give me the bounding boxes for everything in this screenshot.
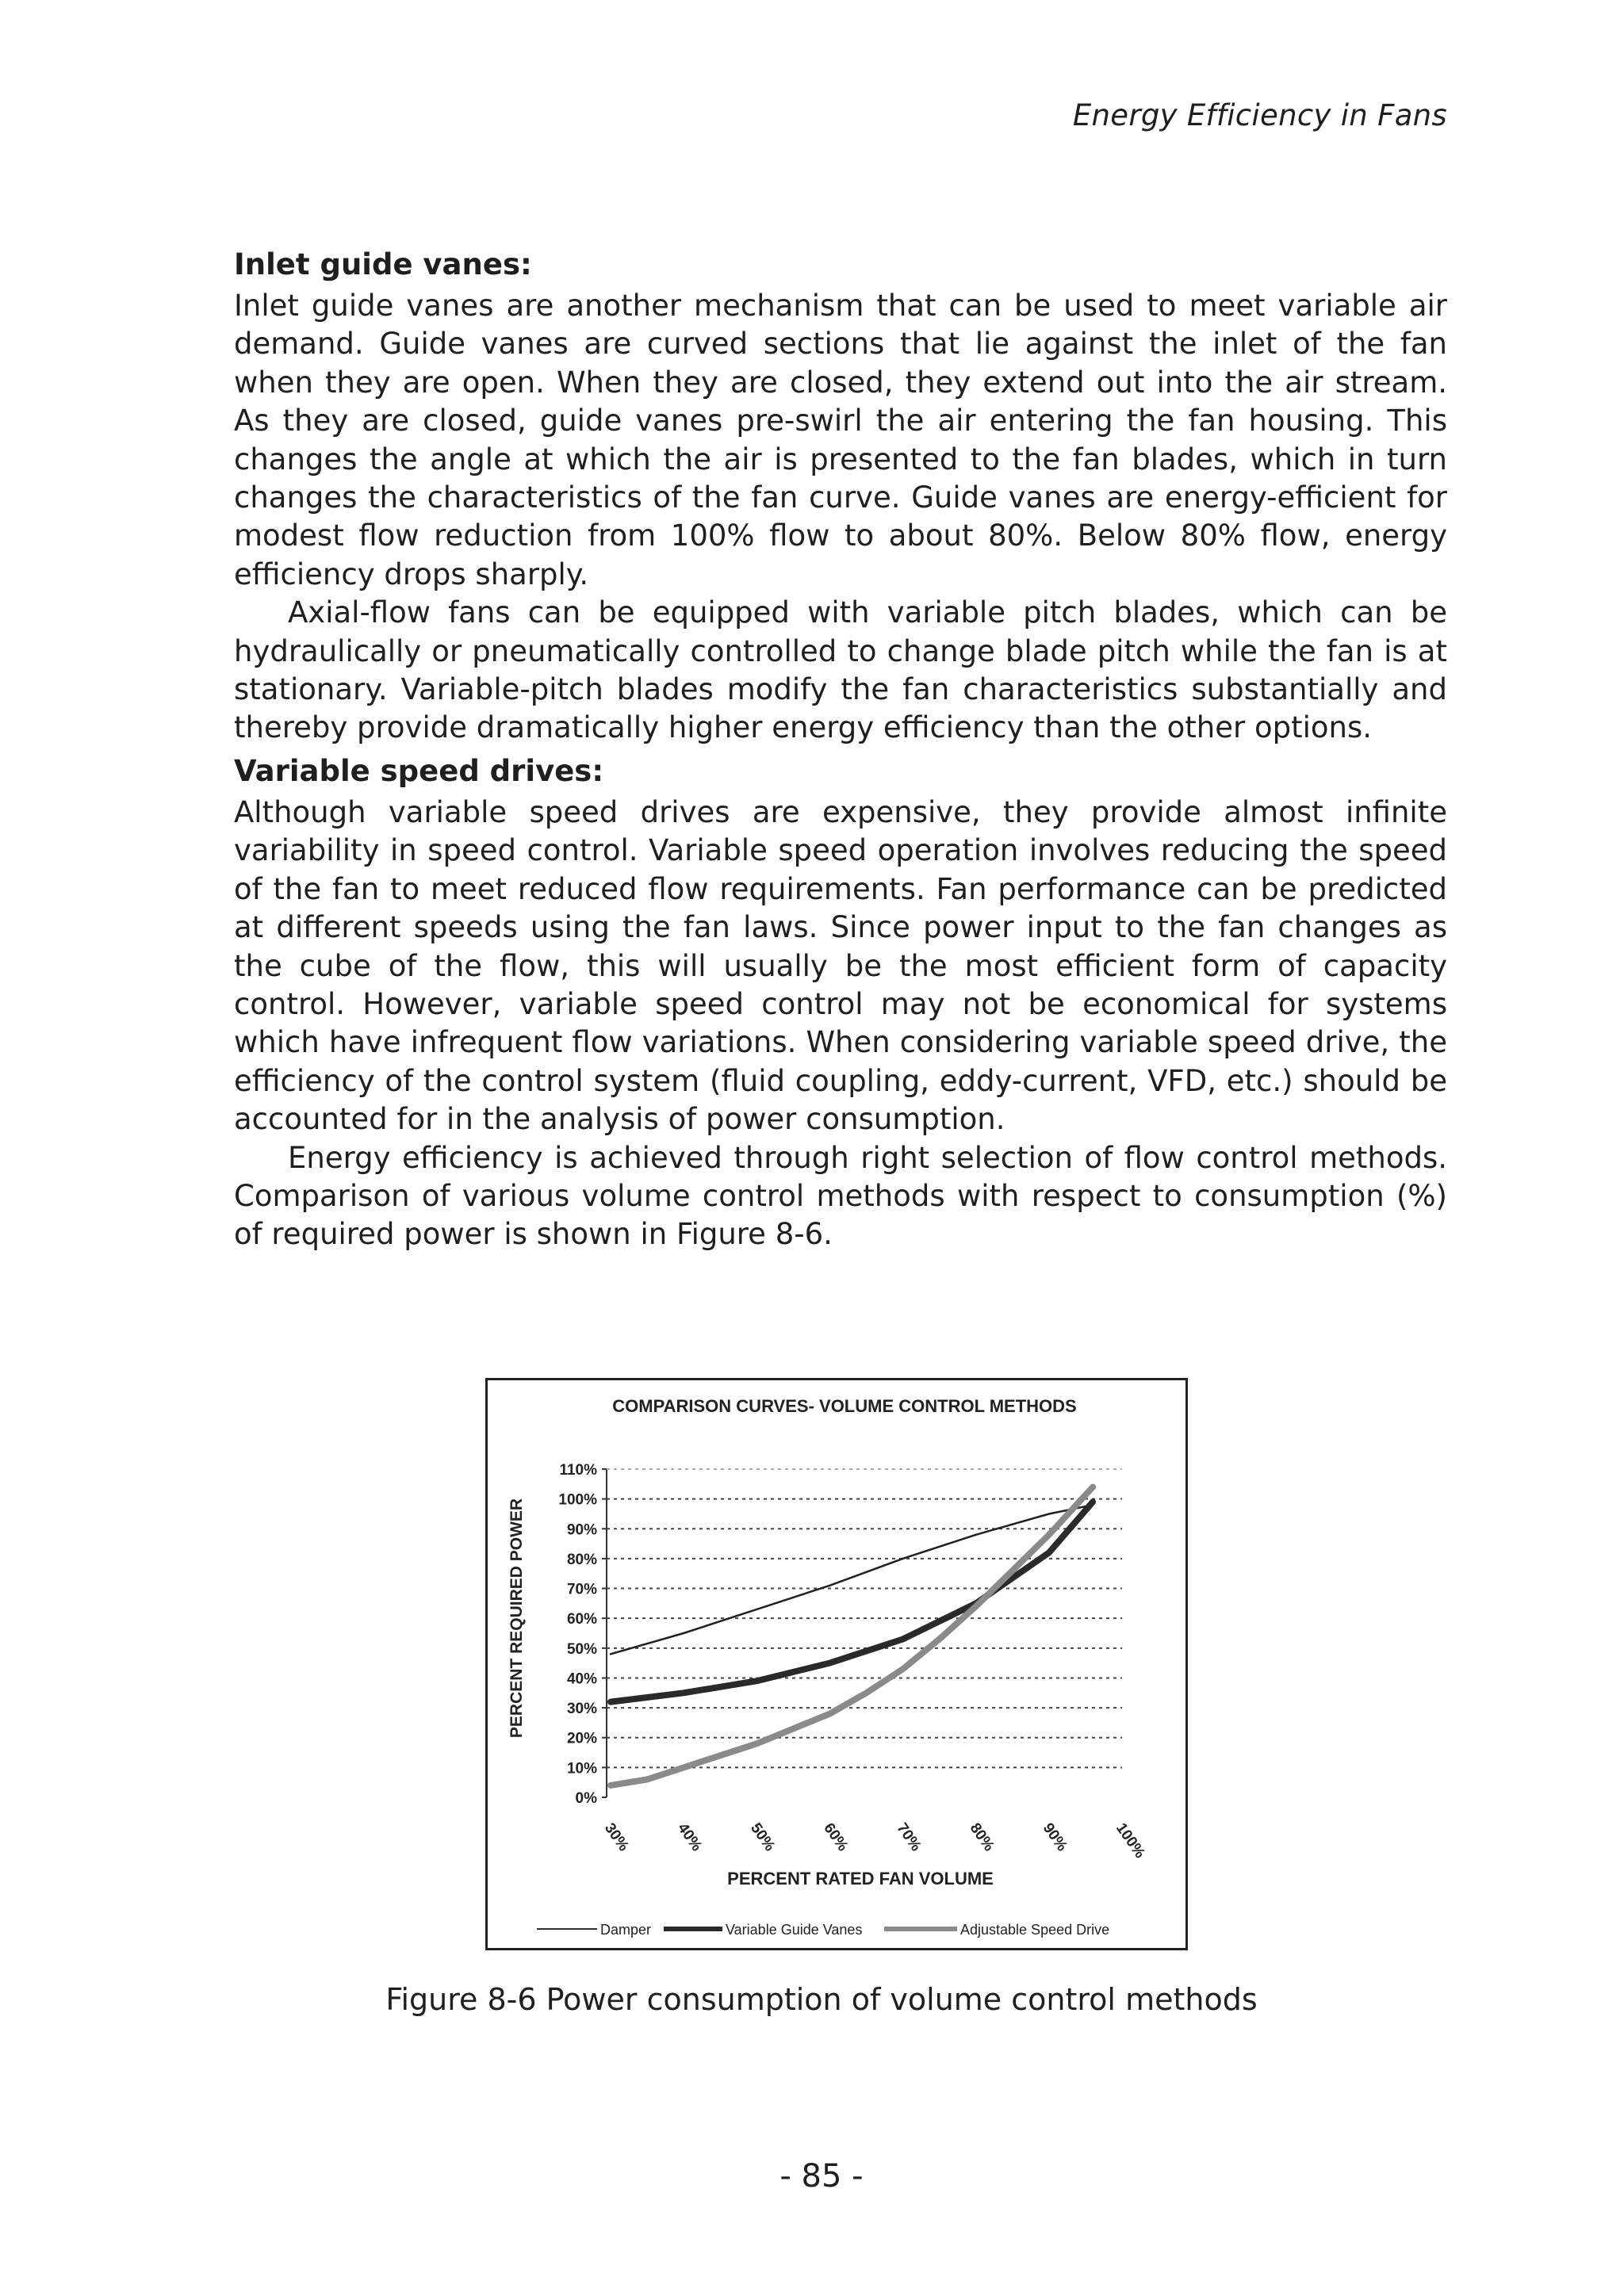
section-heading-inlet-guide-vanes: Inlet guide vanes: [234,247,532,281]
paragraph-energy-efficiency: Energy efficiency is achieved through right selection of flow control methods. Comparison of various volume control methods with respect to consumption (%) of required power is shown in Figure 8-6. [234,1140,1447,1252]
page-number: - 85 - [779,2158,864,2195]
figure-8-6-chart [485,1378,1188,1950]
x-tick-label: 40% [674,1820,706,1855]
y-tick-label: 100% [558,1491,597,1509]
legend-label: Damper [600,1922,652,1938]
x-tick-label: 100% [1112,1820,1148,1862]
x-tick-label: 80% [966,1820,998,1855]
running-title: Energy Efficiency in Fans [1072,98,1447,132]
x-tick-label: 90% [1039,1820,1071,1855]
y-tick-label: 60% [566,1611,597,1628]
x-tick-label: 70% [893,1820,925,1855]
series-line-adjustable-speed-drive [611,1487,1093,1785]
x-axis-label: PERCENT RATED FAN VOLUME [727,1869,994,1888]
x-tick-label: 30% [600,1820,632,1855]
paragraph-variable-speed-drives: Although variable speed drives are expensive, they provide almost infinite variability in speed control. Variable speed operation involves reducing the speed of the fan to meet reduced flow requirements. Fan performance can be predicted at different speeds using the fan laws. Since power input to the fan changes as the cube of the flow, this will usually be the most efficient form of capacity control. However, variable speed control may not be economical for systems which have infrequent flow variations. When considering variable speed drive, the efficiency of the control system (fluid coupling, eddy-current, VFD, etc.) should be accounted for in the analysis of power consumption. [234,794,1447,1137]
series-line-variable-guide-vanes [611,1502,1093,1701]
y-tick-label: 70% [566,1581,597,1598]
comparison-curves-chart [488,1380,1185,1948]
y-tick-label: 30% [566,1701,597,1718]
body-text [234,238,1447,1254]
y-tick-label: 50% [566,1640,597,1658]
x-tick-label: 50% [747,1820,779,1855]
y-tick-label: 20% [566,1730,597,1747]
y-tick-label: 80% [566,1551,597,1568]
y-tick-label: 40% [566,1670,597,1688]
legend-label: Adjustable Speed Drive [960,1922,1110,1938]
figure-caption: Figure 8-6 Power consumption of volume control methods [385,1982,1258,2017]
y-tick-label: 10% [566,1760,597,1777]
legend-label: Variable Guide Vanes [726,1922,863,1938]
chart-title: COMPARISON CURVES- VOLUME CONTROL METHODS [612,1396,1077,1416]
y-axis-label: PERCENT REQUIRED POWER [508,1498,526,1739]
paragraph-axial-flow-fans: Axial-flow fans can be equipped with variable pitch blades, which can be hydraulically or pneumatically controlled to change blade pitch while the fan is at stationary. Variable-pitch blades modify the fan characteristics substantially and thereby provide dramatically higher energy efficiency than the other options. [234,595,1447,745]
x-tick-label: 60% [820,1820,852,1855]
series-line-damper [611,1505,1093,1654]
y-tick-label: 0% [575,1790,597,1807]
paragraph-inlet-guide-vanes: Inlet guide vanes are another mechanism that can be used to meet variable air demand. Guide vanes are curved sections that lie against the inlet of the fan when they are open. When they are closed, they extend out into the air stream. As they are closed, guide vanes pre-swirl the air entering the fan housing. This changes the angle at which the air is presented to the fan blades, which in turn changes the characteristics of the fan curve. Guide vanes are energy-efficient for modest flow reduction from 100% flow to about 80%. Below 80% flow, energy efficiency drops sharply. [234,289,1447,591]
section-heading-variable-speed-drives: Variable speed drives: [234,753,604,788]
y-tick-label: 90% [566,1521,597,1539]
y-tick-label: 110% [559,1462,597,1479]
